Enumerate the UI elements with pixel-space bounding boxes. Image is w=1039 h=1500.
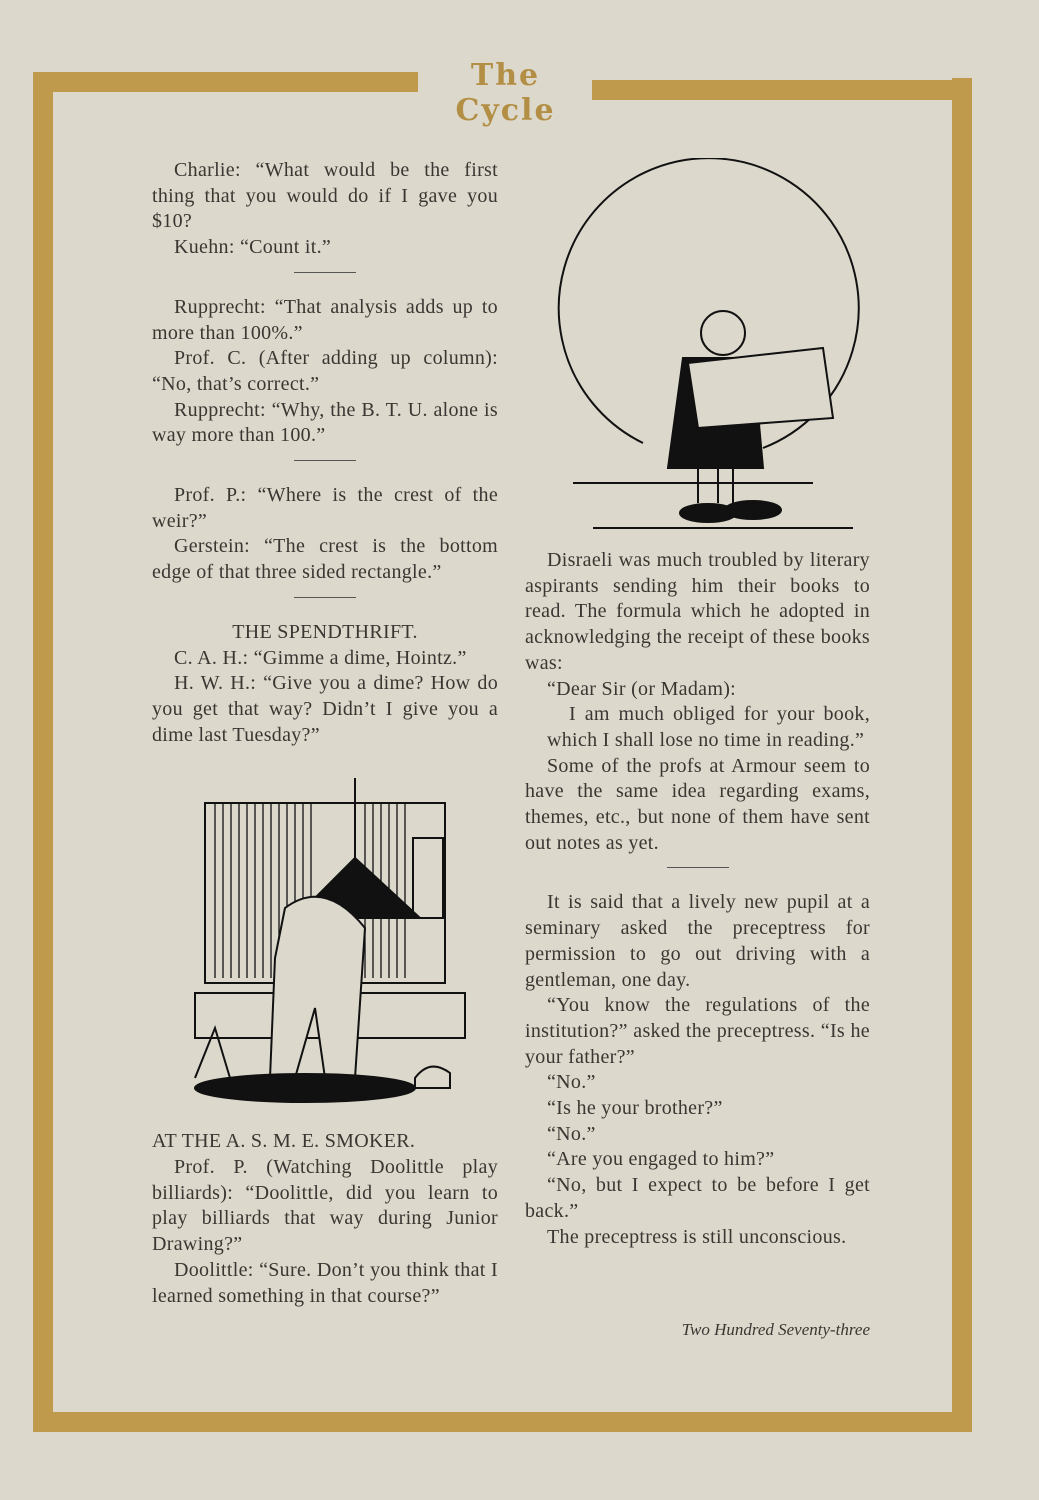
- paragraph: Disraeli was much troubled by literary aspirants sending him their books to read. The formula which he adopted in acknowledging the receipt of these books was:: [525, 549, 870, 674]
- paragraph: “No, but I expect to be before I get back.”: [525, 1174, 870, 1222]
- paragraph: It is said that a lively new pupil at a seminary asked the preceptress for permission to go out driving with a gentleman, one day.: [525, 891, 870, 991]
- paragraph: H. W. H.: “Give you a dime? How do you get that way? Didn’t I give you a dime last Tuesday?”: [152, 672, 498, 746]
- professor-reading-illustration: [533, 158, 863, 548]
- paragraph: Charlie: “What would be the first thing that you would do if I gave you $10?: [152, 159, 498, 233]
- section-heading: THE SPENDTHRIFT.: [232, 620, 418, 643]
- paragraph: I am much obliged for your book, which I shall lose no time in reading.”: [547, 703, 870, 751]
- paragraph: Kuehn: “Count it.”: [174, 236, 332, 259]
- paragraph: Prof. C. (After adding up column): “No, that’s correct.”: [152, 347, 498, 395]
- paragraph: Prof. P.: “Where is the crest of the weir?”: [152, 484, 498, 532]
- paragraph: Gerstein: “The crest is the bottom edge of that three sided rectangle.”: [152, 535, 498, 584]
- page-number: Two Hundred Seventy-three: [681, 1320, 870, 1339]
- paragraph: “You know the regulations of the institution?” asked the preceptress. “Is he your father?”: [525, 994, 870, 1068]
- paragraph: Rupprecht: “That analysis adds up to more than 100%.”: [152, 295, 498, 344]
- paragraph: Rupprecht: “Why, the B. T. U. alone is way more than 100.”: [152, 398, 498, 447]
- paragraph: “Are you engaged to him?”: [547, 1148, 775, 1171]
- gold-border-top-right: [592, 80, 972, 100]
- separator: [294, 460, 356, 461]
- paragraph: “Dear Sir (or Madam):: [547, 677, 737, 700]
- paragraph: “No.”: [547, 1122, 596, 1145]
- gold-border-top-left: [33, 72, 418, 92]
- left-column: [152, 158, 498, 1309]
- separator: [667, 867, 729, 868]
- separator: [294, 272, 356, 273]
- paragraph: The preceptress is still unconscious.: [547, 1225, 847, 1248]
- page-header-title: The Cycle: [455, 58, 556, 128]
- paragraph: “Is he your brother?”: [547, 1097, 723, 1120]
- paragraph: Some of the profs at Armour seem to have the same idea regarding exams, themes, etc., but none of them have sent out notes as yet.: [525, 754, 870, 854]
- right-column: [525, 158, 870, 1250]
- paragraph: “No.”: [547, 1071, 596, 1094]
- section-heading: AT THE A. S. M. E. SMOKER.: [152, 1130, 416, 1153]
- separator: [294, 597, 356, 598]
- paragraph: Doolittle: “Sure. Don’t you think that I learned something in that course?”: [152, 1258, 498, 1307]
- paragraph: Prof. P. (Watching Doolittle play billiards): “Doolittle, did you learn to play billiards that way during Junior Drawing?”: [152, 1156, 498, 1256]
- paragraph: C. A. H.: “Gimme a dime, Hointz.”: [174, 646, 467, 669]
- billiards-illustration: [175, 778, 475, 1123]
